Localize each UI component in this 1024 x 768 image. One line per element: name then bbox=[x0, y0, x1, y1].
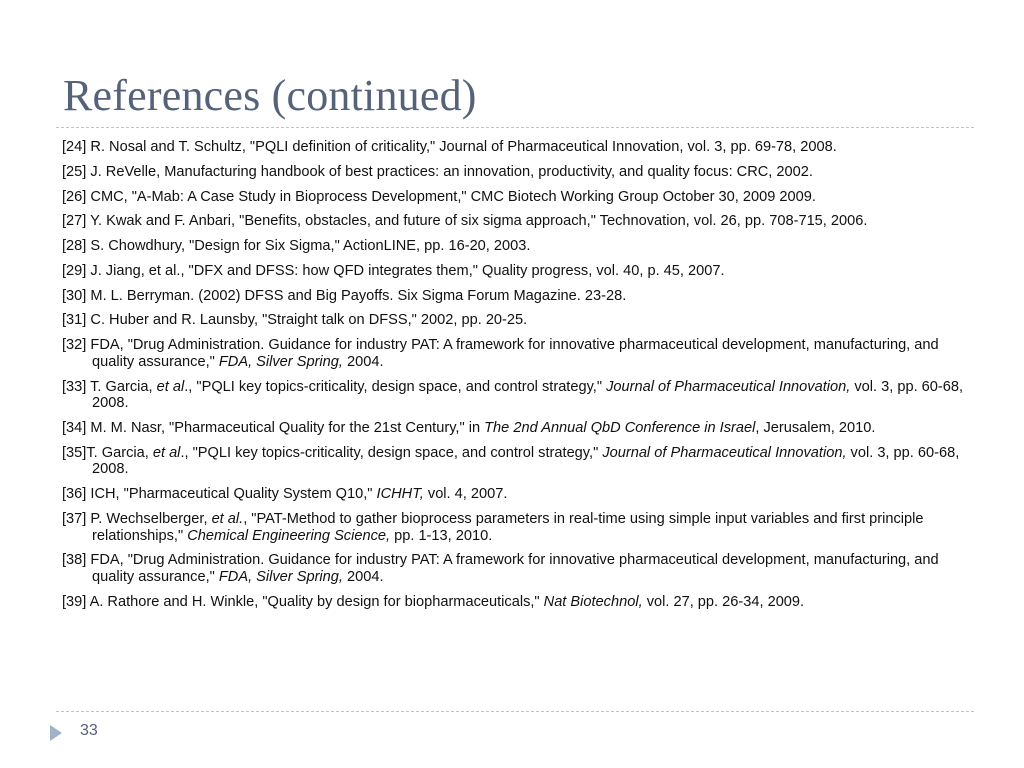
reference-37: [37] P. Wechselberger, et al., "PAT-Method to gather bioprocess parameters in real-time using simple input variables and first principle relationships," Chemical Engineering Science, pp. 1-13, 2010. bbox=[62, 510, 924, 544]
reference-29: [29] J. Jiang, et al., "DFX and DFSS: how QFD integrates them," Quality progress, vol. 40, p. 45, 2007. bbox=[62, 262, 725, 279]
reference-25: [25] J. ReVelle, Manufacturing handbook of best practices: an innovation, productivity, and quality focus: CRC, 2002. bbox=[62, 163, 813, 180]
reference-34: [34] M. M. Nasr, "Pharmaceutical Quality for the 21st Century," in The 2nd Annual QbD Conference in Israel, Jerusalem, 2010. bbox=[62, 420, 876, 436]
reference-33: [33] T. Garcia, et al., "PQLI key topics-criticality, design space, and control strategy," Journal of Pharmaceutical Innovation, vol. 3, pp. 60-68, 2008. bbox=[62, 378, 964, 412]
reference-27: [27] Y. Kwak and F. Anbari, "Benefits, obstacles, and future of six sigma approach," Technovation, vol. 26, pp. 708-715, 2006. bbox=[62, 213, 868, 230]
slide-title: References (continued) bbox=[63, 71, 477, 120]
top-divider bbox=[56, 127, 974, 128]
reference-35: [35]T. Garcia, et al., "PQLI key topics-criticality, design space, and control strategy," Journal of Pharmaceutical Innovation, vol. 3, pp. 60-68, 2008. bbox=[62, 444, 960, 478]
reference-39: [39] A. Rathore and H. Winkle, "Quality by design for biopharmaceuticals," Nat Biotechnol, vol. 27, pp. 26-34, 2009. bbox=[62, 593, 805, 610]
triangle-bullet-icon bbox=[50, 725, 62, 741]
page-number: 33 bbox=[80, 722, 98, 739]
reference-26: [26] CMC, "A-Mab: A Case Study in Bioprocess Development," CMC Biotech Working Group October 30, 2009 2009. bbox=[62, 188, 816, 205]
reference-list bbox=[62, 139, 967, 618]
reference-31: [31] C. Huber and R. Launsby, "Straight talk on DFSS," 2002, pp. 20-25. bbox=[62, 312, 528, 329]
reference-30: [30] M. L. Berryman. (2002) DFSS and Big Payoffs. Six Sigma Forum Magazine. 23-28. bbox=[62, 287, 627, 304]
reference-28: [28] S. Chowdhury, "Design for Six Sigma," ActionLINE, pp. 16-20, 2003. bbox=[62, 238, 531, 255]
reference-38: [38] FDA, "Drug Administration. Guidance for industry PAT: A framework for innovative pharmaceutical development, manufacturing, and quality assurance," FDA, Silver Spring, 2004. bbox=[62, 552, 939, 585]
bottom-divider bbox=[56, 711, 974, 712]
reference-24: [24] R. Nosal and T. Schultz, "PQLI definition of criticality," Journal of Pharmaceutical Innovation, vol. 3, pp. 69-78, 2008. bbox=[62, 139, 837, 155]
reference-36: [36] ICH, "Pharmaceutical Quality System Q10," ICHHT, vol. 4, 2007. bbox=[62, 486, 508, 503]
reference-32: [32] FDA, "Drug Administration. Guidance for industry PAT: A framework for innovative pharmaceutical development, manufacturing, and quality assurance," FDA, Silver Spring, 2004. bbox=[62, 337, 939, 370]
